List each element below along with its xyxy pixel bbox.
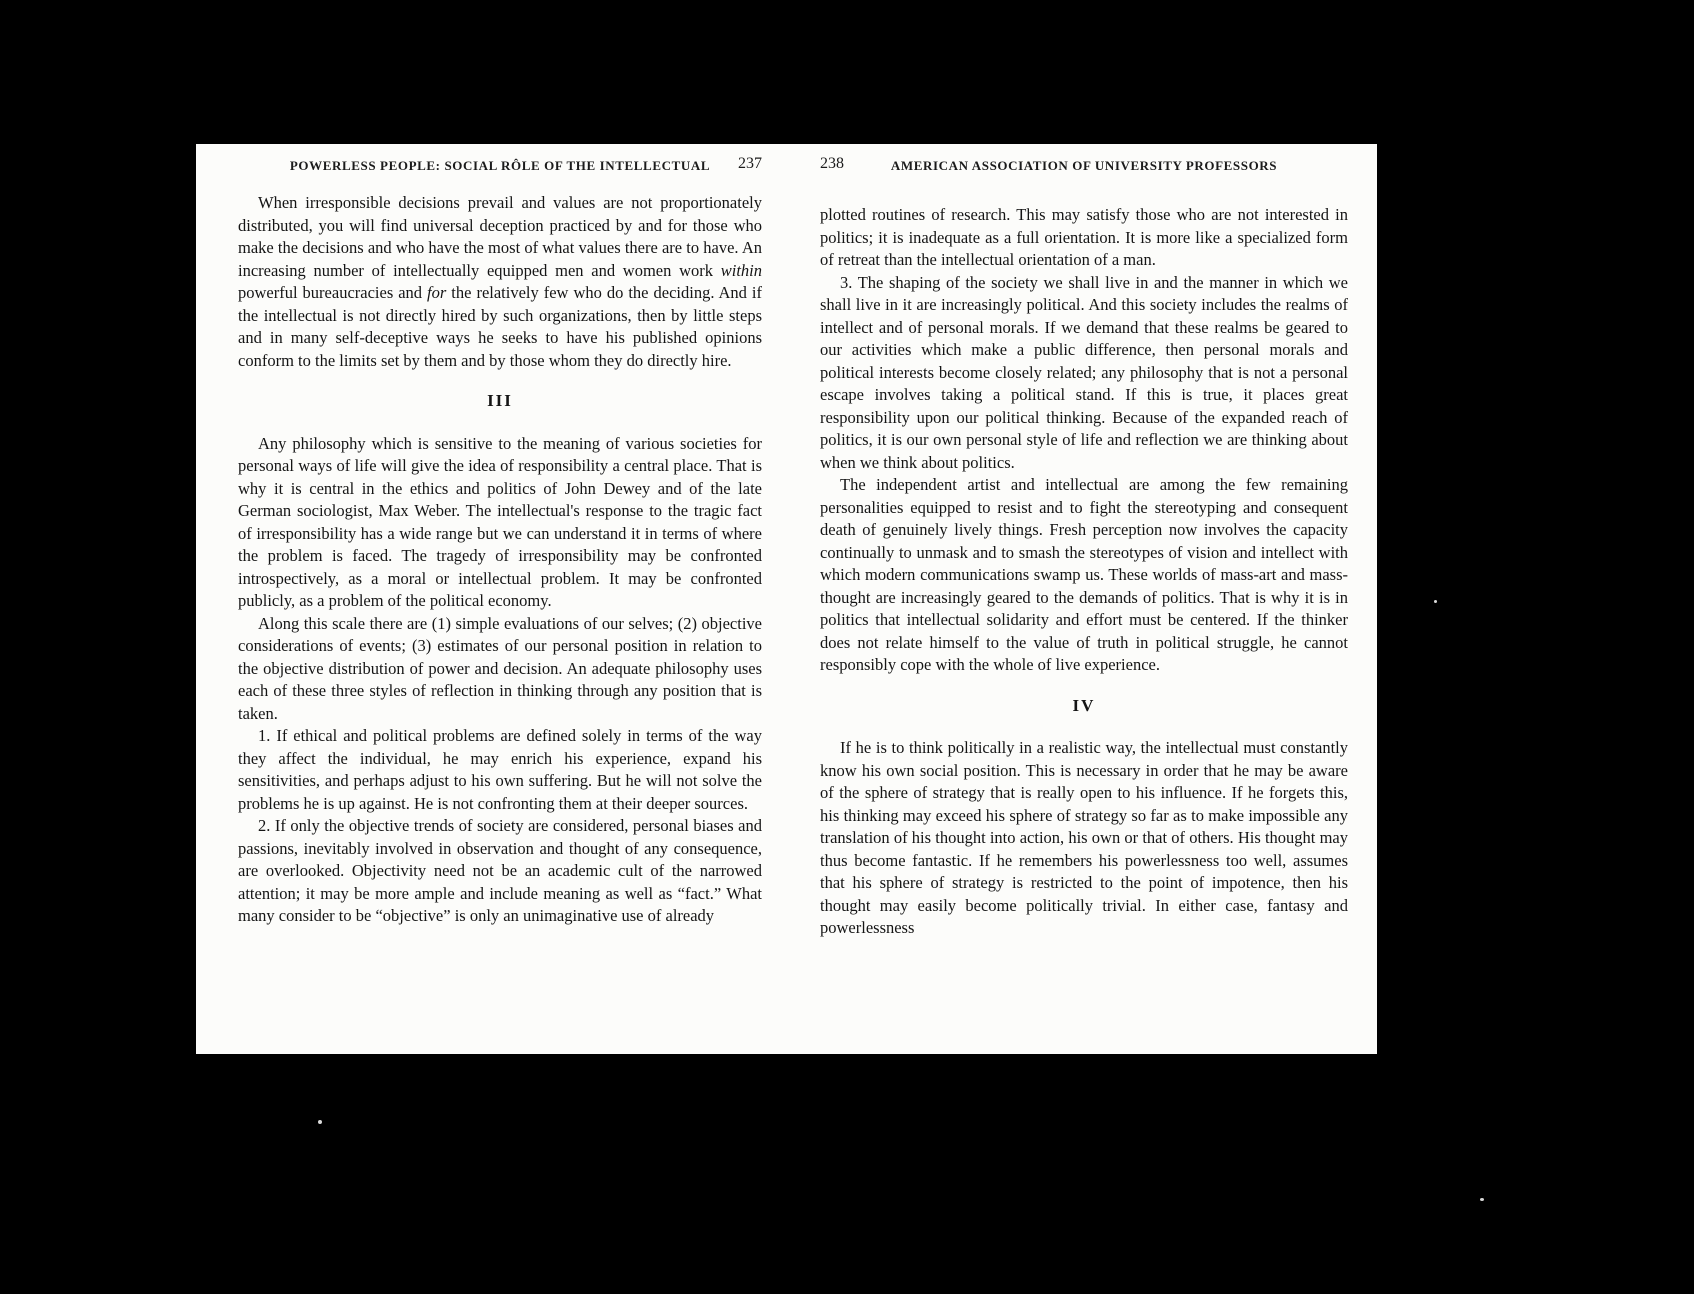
page-238 (820, 155, 1348, 940)
page-number-right: 238 (820, 155, 844, 172)
section-heading: IV (1072, 695, 1096, 715)
text-run: powerful bureaucracies and (238, 283, 428, 302)
running-head-right (820, 155, 1348, 178)
text-run: Along this scale there are (1) simple evaluations of our selves; (2) objective considerations of events; (3) estimates of our personal position in relation to the objective distribution of power and decision. An adequate philosophy uses each of these three styles of reflection in thinking through any position that is taken. (238, 613, 762, 723)
running-head-left (238, 155, 762, 178)
text-run: If he is to think politically in a realistic way, the intellectual must constantly know his own social position. This is necessary in order that he may be aware of the sphere of strategy that is really open to his influence. If he forgets this, his thinking may exceed his sphere of strategy so far as to make impossible any translation of his thought into action, his own or that of others. His thought may thus become fantastic. If he remembers his powerlessness too well, assumes that his sphere of strategy is restricted to the point of impotence, then his thought may easily become politically trivial. In either case, fantasy and powerlessness (820, 738, 1348, 937)
italic-text: for (427, 283, 447, 302)
text-run: 3. The shaping of the society we shall live in and the manner in which we shall live in it are increasingly political. And this society includes the realms of intellect and of personal morals. If we demand that these realms be geared to our activities which make a public difference, then personal morals and political interests become closely related; any philosophy that is not a personal escape involves taking a political stand. If this is true, it places great responsibility upon our political thinking. Because of the expanded reach of politics, it is our own personal style of life and reflection we are thinking about when we think about politics. (820, 272, 1348, 472)
paragraph (238, 433, 762, 613)
page-body-left (238, 192, 762, 928)
scan-speck (318, 1120, 322, 1124)
running-title-left: POWERLESS PEOPLE: SOCIAL RÔLE OF THE INTELLECTUAL (289, 158, 711, 173)
section-heading: III (487, 391, 513, 410)
text-run: The independent artist and intellectual are among the few remaining personalities equipped to resist and to fight the stereotyping and consequent death of genuinely lively things. Fresh perception now involves the capacity continually to unmask and to smash the stereotypes of vision and intellect with which modern communications swamp us. These worlds of mass-art and mass-thought are increasingly geared to the demands of politics. That is why it is in politics that intellectual solidarity and effort must be centered. If the thinker does not relate himself to the value of truth in political struggle, he cannot responsibly cope with the whole of live experience. (820, 475, 1348, 674)
page-body-right (820, 192, 1348, 940)
text-run: 1. If ethical and political problems are defined solely in terms of the way they affect the individual, he may enrich his experience, expand his sensitivities, and perhaps adjust to his own suffering. But he will not solve the problems he is up against. He is not confronting them at their deeper sources. (238, 726, 762, 813)
paragraph (238, 725, 762, 815)
scan-speck (1434, 600, 1437, 603)
paragraph (820, 737, 1348, 940)
paragraph (820, 204, 1348, 272)
scan-speck (1480, 1198, 1484, 1201)
paragraph (238, 815, 762, 928)
text-run: the relatively few who do the deciding. And if the intellectual is not directly hired by such organizations, then by little steps and in many self-deceptive ways he seeks to have his published opinions conform to the limits set by them and by those whom they do directly hire. (238, 283, 762, 370)
paragraph (820, 272, 1348, 475)
paragraph (238, 192, 762, 372)
italic-text: within (720, 260, 762, 280)
text-run: Any philosophy which is sensitive to the meaning of various societies for personal ways of life will give the idea of responsibility a central place. That is why it is central in the ethics and politics of John Dewey and of the late German sociologist, Max Weber. The intellectual's response to the tragic fact of irresponsibility has a wide range but we can understand it in terms of where the problem is faced. The tragedy of irresponsibility may be confronted introspectively, as a moral or intellectual problem. It may be confronted publicly, as a problem of the political economy. (238, 433, 762, 610)
page-237 (238, 155, 762, 928)
text-run: 2. If only the objective trends of society are considered, personal biases and passions, inevitably involved in observation and thought of any consequence, are overlooked. Objectivity need not be an academic cult of the narrowed attention; it may be more ample and include meaning as well as “fact.” What many consider to be “objective” is only an unimaginative use of already (238, 816, 762, 925)
running-title-right: AMERICAN ASSOCIATION OF UNIVERSITY PROFESSORS (890, 158, 1278, 173)
page-number-left: 237 (738, 155, 762, 172)
book-page-spread (196, 144, 1377, 1054)
paragraph (820, 474, 1348, 677)
text-run: When irresponsible decisions prevail and values are not proportionately distributed, you will find universal deception practiced by and for those who make the decisions and who have the most of what values there are to have. An increasing number of intellectually equipped men and women work (238, 193, 762, 280)
text-run: plotted routines of research. This may satisfy those who are not interested in politics; it is inadequate as a full orientation. It is more like a specialized form of retreat than the intellectual orientation of a man. (820, 205, 1348, 269)
paragraph (238, 613, 762, 726)
